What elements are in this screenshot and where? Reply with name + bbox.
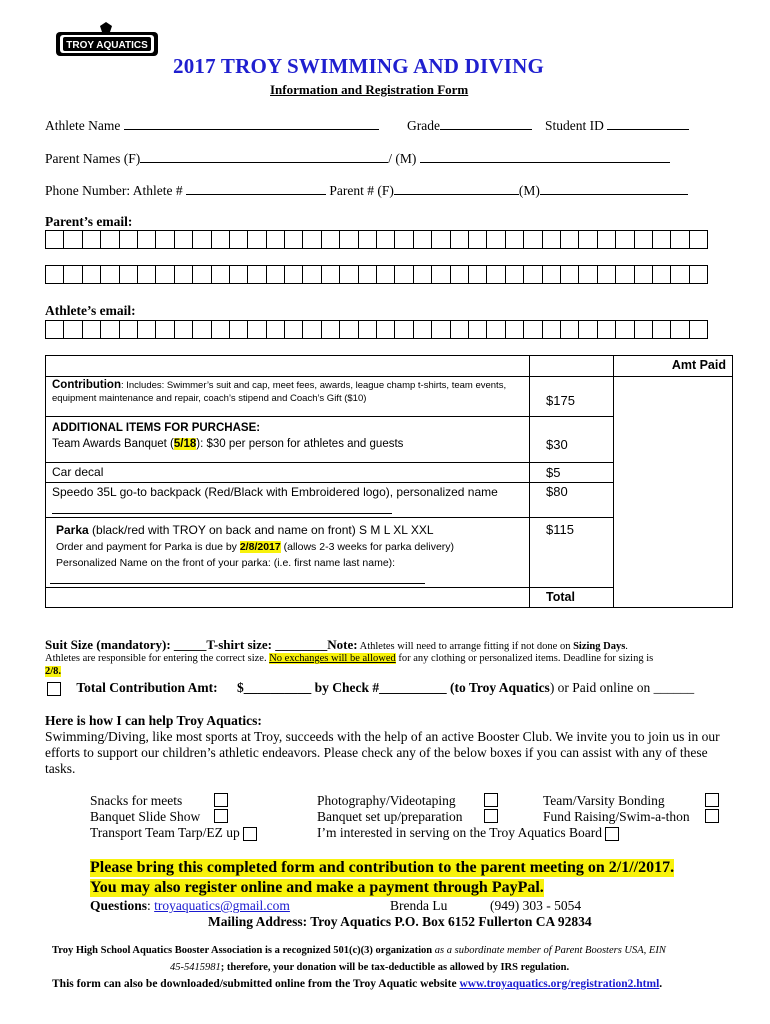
parent-m-label: / (M) <box>388 151 417 166</box>
email-char-box[interactable] <box>284 320 302 339</box>
email-char-box[interactable] <box>45 320 63 339</box>
email-char-box[interactable] <box>284 265 302 284</box>
sizing-deadline: 2/8. <box>45 666 62 677</box>
email-char-box[interactable] <box>229 320 247 339</box>
email-char-box[interactable] <box>431 265 449 284</box>
email-char-box[interactable] <box>615 320 633 339</box>
bring-form-note: Please bring this completed form and contribution to the parent meeting on 2/1//2017. <box>90 859 675 876</box>
email-char-box[interactable] <box>450 265 468 284</box>
checkbox-board[interactable] <box>605 827 619 841</box>
parka-row: Parka (black/red with TROY on back and name on front) S M L XL XXL Order and payment for Parka is due by 2/8/2017 (allows 2-3 weeks for parka delivery) Personalized Name on the front of your parka: (i.e. first name last name): <box>46 518 530 588</box>
email-char-box[interactable] <box>155 320 173 339</box>
athletes-email-label: Athlete’s email: <box>45 303 136 318</box>
email-char-box[interactable] <box>505 265 523 284</box>
email-char-box[interactable] <box>523 230 541 249</box>
email-char-box[interactable] <box>523 320 541 339</box>
email-char-box[interactable] <box>266 265 284 284</box>
form-subtitle: Information and Registration Form <box>270 82 469 97</box>
backpack-row: Speedo 35L go-to backpack (Red/Black with Embroidered logo), personalized name <box>46 483 530 518</box>
total-checkbox[interactable] <box>47 682 61 696</box>
amt-paid-column[interactable] <box>614 377 733 608</box>
contribution-price: $175 <box>530 377 614 417</box>
total-label: Total <box>530 588 614 608</box>
email-char-box[interactable] <box>634 265 652 284</box>
email-char-box[interactable] <box>192 230 210 249</box>
svg-text:TROY AQUATICS: TROY AQUATICS <box>66 40 148 51</box>
email-char-box[interactable] <box>634 320 652 339</box>
email-char-box[interactable] <box>652 230 670 249</box>
email-char-box[interactable] <box>615 230 633 249</box>
email-char-box[interactable] <box>597 265 615 284</box>
email-char-box[interactable] <box>689 320 708 339</box>
email-char-box[interactable] <box>211 230 229 249</box>
checkbox-transport[interactable] <box>243 827 257 841</box>
email-char-box[interactable] <box>597 230 615 249</box>
email-char-box[interactable] <box>155 265 173 284</box>
car-decal-price: $5 <box>530 463 614 483</box>
email-char-box[interactable] <box>100 265 118 284</box>
amt-paid-header: Amt Paid <box>614 356 733 377</box>
email-char-box[interactable] <box>119 230 137 249</box>
parents-email-boxes-2[interactable] <box>45 265 708 284</box>
task-fundraising[interactable]: Fund Raising/Swim-a-thon <box>543 809 690 825</box>
email-char-box[interactable] <box>670 265 688 284</box>
email-char-box[interactable] <box>174 230 192 249</box>
grade-label: Grade <box>407 118 440 133</box>
total-contribution-line[interactable]: Total Contribution Amt: $__________ by Check #__________ (to Troy Aquatics) or Paid online on ______ <box>47 680 694 696</box>
email-char-box[interactable] <box>505 320 523 339</box>
email-char-box[interactable] <box>431 230 449 249</box>
email-char-box[interactable] <box>339 230 357 249</box>
email-char-box[interactable] <box>523 265 541 284</box>
email-char-box[interactable] <box>394 230 412 249</box>
email-char-box[interactable] <box>486 320 504 339</box>
email-char-box[interactable] <box>358 265 376 284</box>
email-char-box[interactable] <box>468 265 486 284</box>
email-char-box[interactable] <box>376 230 394 249</box>
mailing-address: Mailing Address: Troy Aquatics P.O. Box 6152 Fullerton CA 92834 <box>208 914 592 929</box>
email-char-box[interactable] <box>321 265 339 284</box>
email-char-box[interactable] <box>339 265 357 284</box>
fees-table <box>45 355 733 608</box>
questions-line: Questions: troyaquatics@gmail.com <box>90 898 290 913</box>
email-char-box[interactable] <box>578 320 596 339</box>
email-char-box[interactable] <box>431 320 449 339</box>
help-col3 <box>543 793 690 825</box>
email-char-box[interactable] <box>578 230 596 249</box>
email-char-box[interactable] <box>394 265 412 284</box>
parents-email-label: Parent’s email: <box>45 214 133 229</box>
nonprofit-line-2: 45-5415981; therefore, your donation will be tax-deductible as allowed by IRS regulation. <box>170 962 570 973</box>
parent-phone-m-label: (M) <box>518 183 540 198</box>
task-slideshow[interactable]: Banquet Slide Show <box>90 809 257 825</box>
banquet-price: $30 <box>530 417 614 463</box>
email-char-box[interactable] <box>486 265 504 284</box>
email-char-box[interactable] <box>82 230 100 249</box>
email-char-box[interactable] <box>450 230 468 249</box>
task-transport[interactable]: Transport Team Tarp/EZ up <box>90 825 257 841</box>
email-char-box[interactable] <box>63 320 81 339</box>
email-char-box[interactable] <box>376 265 394 284</box>
email-char-box[interactable] <box>670 230 688 249</box>
phone-label: Phone Number: Athlete # <box>45 183 183 198</box>
email-char-box[interactable] <box>321 320 339 339</box>
task-bonding[interactable]: Team/Varsity Bonding <box>543 793 690 809</box>
email-char-box[interactable] <box>450 320 468 339</box>
nonprofit-line-1: Troy High School Aquatics Booster Association is a recognized 501(c)(3) organization as a subordinate member of Parent Boosters USA, EIN <box>52 945 666 956</box>
email-char-box[interactable] <box>652 265 670 284</box>
parents-email-boxes-1[interactable] <box>45 230 708 249</box>
parent-phone-f-label: Parent # (F) <box>329 183 394 198</box>
checkbox-slideshow[interactable] <box>214 809 228 823</box>
grade-field[interactable] <box>407 117 532 134</box>
email-char-box[interactable] <box>211 265 229 284</box>
email-char-box[interactable] <box>321 230 339 249</box>
email-char-box[interactable] <box>82 265 100 284</box>
email-char-box[interactable] <box>542 230 560 249</box>
email-char-box[interactable] <box>339 320 357 339</box>
email-char-box[interactable] <box>542 320 560 339</box>
checkbox-bonding[interactable] <box>705 793 719 807</box>
phone-field[interactable] <box>45 182 688 199</box>
email-char-box[interactable] <box>137 320 155 339</box>
download-line: This form can also be downloaded/submitted online from the Troy Aquatic website www.troyaquatics.org/registration2.html. <box>52 978 663 990</box>
email-char-box[interactable] <box>45 230 63 249</box>
checkbox-fundraising[interactable] <box>705 809 719 823</box>
email-char-box[interactable] <box>284 230 302 249</box>
email-char-box[interactable] <box>468 320 486 339</box>
task-snacks[interactable]: Snacks for meets <box>90 793 257 809</box>
help-col1 <box>90 793 257 841</box>
email-char-box[interactable] <box>63 265 81 284</box>
parka-price: $115 <box>530 518 614 588</box>
task-photo[interactable]: Photography/Videotaping <box>317 793 619 809</box>
email-char-box[interactable] <box>211 320 229 339</box>
email-char-box[interactable] <box>302 265 320 284</box>
email-char-box[interactable] <box>542 265 560 284</box>
email-char-box[interactable] <box>229 265 247 284</box>
email-char-box[interactable] <box>192 265 210 284</box>
email-char-box[interactable] <box>247 265 265 284</box>
athlete-name-field[interactable] <box>45 117 379 134</box>
sizing-responsibility: Athletes are responsible for entering the correct size. No exchanges will be allowed for any clothing or personalized items. Deadline for sizing is <box>45 653 654 664</box>
email-char-box[interactable] <box>119 265 137 284</box>
email-char-box[interactable] <box>413 265 431 284</box>
email-char-box[interactable] <box>247 230 265 249</box>
email-char-box[interactable] <box>560 265 578 284</box>
email-char-box[interactable] <box>266 230 284 249</box>
email-char-box[interactable] <box>689 265 708 284</box>
checkbox-snacks[interactable] <box>214 793 228 807</box>
suit-size-line[interactable]: Suit Size (mandatory): _____T-shirt size: ________Note: Athletes will need to arrange fitting if not done on Sizing Days. <box>45 637 628 652</box>
website-link[interactable]: www.troyaquatics.org/registration2.html <box>459 978 660 990</box>
email-char-box[interactable] <box>413 230 431 249</box>
email-char-box[interactable] <box>229 230 247 249</box>
email-char-box[interactable] <box>376 320 394 339</box>
checkbox-banquet-setup[interactable] <box>484 809 498 823</box>
email-char-box[interactable] <box>358 320 376 339</box>
help-heading: Here is how I can help Troy Aquatics: <box>45 713 262 728</box>
email-char-box[interactable] <box>155 230 173 249</box>
student-id-field[interactable] <box>545 117 689 134</box>
athletes-email-boxes[interactable] <box>45 320 708 339</box>
banquet-row: ADDITIONAL ITEMS FOR PURCHASE: Team Awards Banquet (5/18): $30 per person for athletes and guests <box>46 417 530 463</box>
email-char-box[interactable] <box>192 320 210 339</box>
email-char-box[interactable] <box>100 320 118 339</box>
email-char-box[interactable] <box>615 265 633 284</box>
email-char-box[interactable] <box>100 230 118 249</box>
athlete-name-label: Athlete Name <box>45 118 121 133</box>
email-char-box[interactable] <box>137 230 155 249</box>
email-char-box[interactable] <box>597 320 615 339</box>
email-char-box[interactable] <box>174 320 192 339</box>
email-char-box[interactable] <box>302 230 320 249</box>
car-decal-row: Car decal <box>46 463 530 483</box>
task-banquet-setup[interactable]: Banquet set up/preparation <box>317 809 619 825</box>
email-char-box[interactable] <box>689 230 708 249</box>
help-paragraph: Swimming/Diving, like most sports at Troy, succeeds with the help of an active Booster Club. We invite you to join us in our efforts to support our children’s athletic endeavors. Please check any of the below boxes if you can assist with any of these tasks. <box>45 729 720 776</box>
email-char-box[interactable] <box>468 230 486 249</box>
parent-names-field[interactable] <box>45 150 670 167</box>
email-char-box[interactable] <box>413 320 431 339</box>
email-char-box[interactable] <box>634 230 652 249</box>
email-char-box[interactable] <box>137 265 155 284</box>
email-char-box[interactable] <box>358 230 376 249</box>
backpack-price: $80 <box>530 483 614 518</box>
troy-aquatics-logo <box>52 22 162 62</box>
email-char-box[interactable] <box>560 320 578 339</box>
email-char-box[interactable] <box>45 265 63 284</box>
email-char-box[interactable] <box>505 230 523 249</box>
task-board[interactable]: I’m interested in serving on the Troy Aquatics Board <box>317 825 619 841</box>
email-char-box[interactable] <box>82 320 100 339</box>
email-char-box[interactable] <box>174 265 192 284</box>
student-id-label: Student ID <box>545 118 604 133</box>
email-char-box[interactable] <box>670 320 688 339</box>
email-char-box[interactable] <box>266 320 284 339</box>
contact-phone: (949) 303 - 5054 <box>490 898 582 913</box>
page-title: 2017 TROY SWIMMING AND DIVING <box>173 54 544 78</box>
email-char-box[interactable] <box>302 320 320 339</box>
email-char-box[interactable] <box>63 230 81 249</box>
email-char-box[interactable] <box>578 265 596 284</box>
email-char-box[interactable] <box>119 320 137 339</box>
checkbox-photo[interactable] <box>484 793 498 807</box>
email-char-box[interactable] <box>247 320 265 339</box>
questions-email-link[interactable]: troyaquatics@gmail.com <box>154 898 290 913</box>
email-char-box[interactable] <box>652 320 670 339</box>
contact-name: Brenda Lu <box>390 898 448 913</box>
email-char-box[interactable] <box>394 320 412 339</box>
parent-f-label: Parent Names (F) <box>45 151 141 166</box>
register-online-note: You may also register online and make a payment through PayPal. <box>90 879 544 896</box>
contribution-row: Contribution: Includes: Swimmer’s suit and cap, meet fees, awards, league champ t-shirts, team events, equipment maintenance and repair, coach’s stipend and Coach’s Gift ($10) <box>46 377 530 417</box>
email-char-box[interactable] <box>560 230 578 249</box>
email-char-box[interactable] <box>486 230 504 249</box>
